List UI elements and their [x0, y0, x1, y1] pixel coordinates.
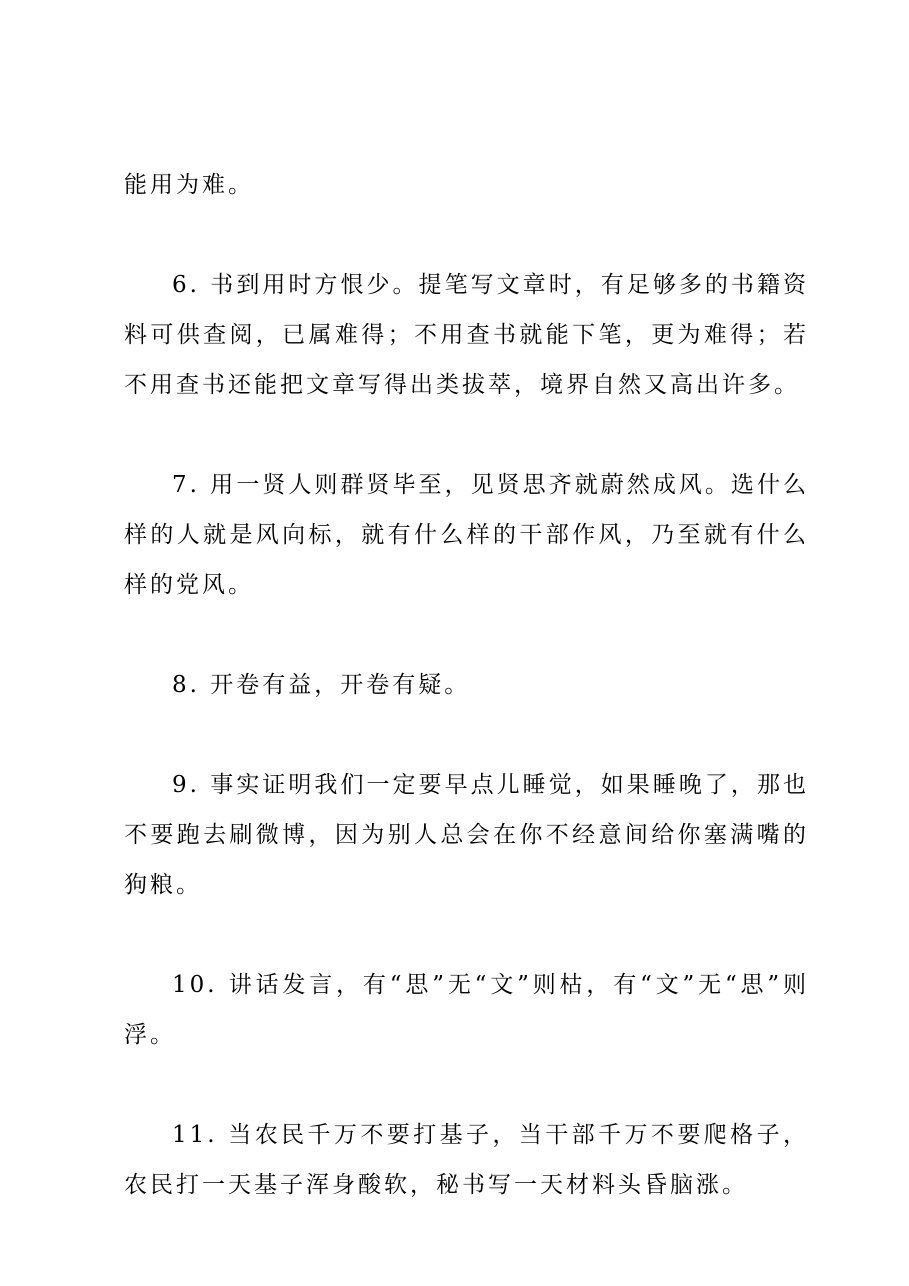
paragraph-continuation: 能用为难。	[124, 172, 254, 198]
paragraph-item-7: 7. 用一贤人则群贤毕至，见贤思齐就蔚然成风。选什么样的人就是风向标，就有什么样的干部作风，乃至就有什么样的党风。	[124, 472, 809, 598]
paragraph-spacer	[124, 1060, 809, 1110]
paragraph-item-10: 10. 讲话发言，有“思”无“文”则枯，有“文”无“思”则浮。	[124, 972, 809, 1048]
paragraph-item-8: 8. 开卷有益，开卷有疑。	[172, 672, 471, 698]
paragraph-spacer	[124, 610, 809, 660]
document-body	[124, 160, 809, 1210]
paragraph-item-11: 11. 当农民千万不要打基子，当干部千万不要爬格子，农民打一天基子浑身酸软，秘书写一天材料头昏脑涨。	[124, 1122, 809, 1198]
paragraph-spacer	[124, 910, 809, 960]
paragraph-item-9: 9. 事实证明我们一定要早点儿睡觉，如果睡晚了，那也不要跑去刷微博，因为别人总会在你不经意间给你塞满嘴的狗粮。	[124, 772, 809, 898]
paragraph-item-6: 6. 书到用时方恨少。提笔写文章时，有足够多的书籍资料可供查阅，已属难得；不用查书就能下笔，更为难得；若不用查书还能把文章写得出类拔萃，境界自然又高出许多。	[124, 272, 809, 398]
paragraph-spacer	[124, 410, 809, 460]
paragraph-spacer	[124, 710, 809, 760]
paragraph-spacer	[124, 210, 809, 260]
